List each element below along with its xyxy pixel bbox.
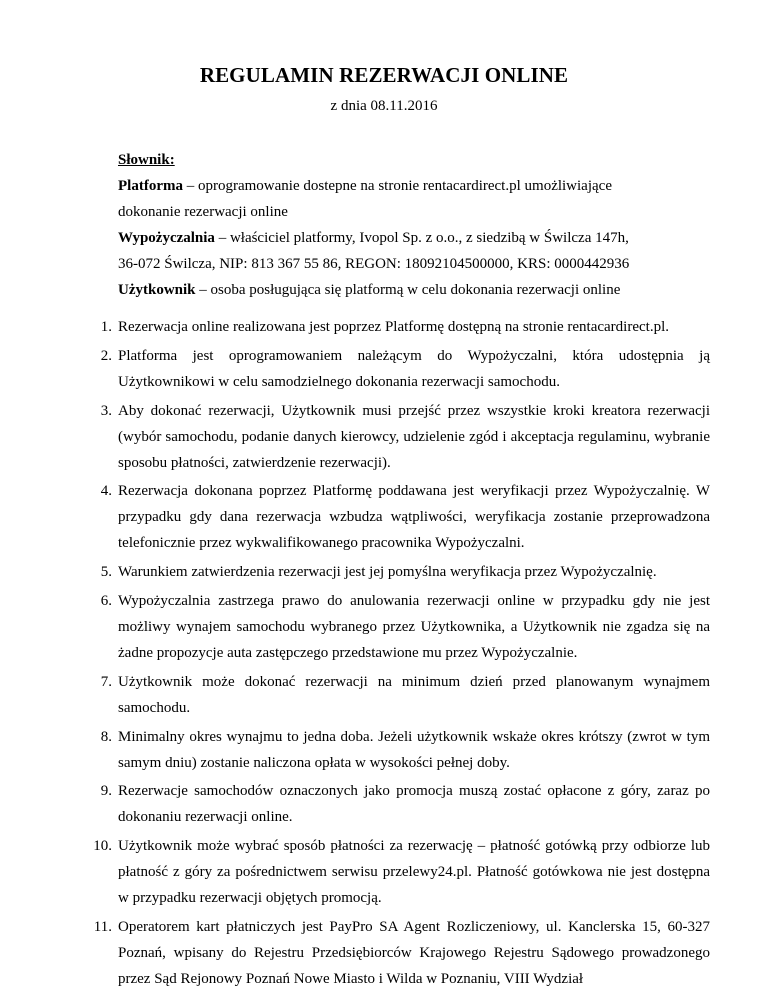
rule-text: Minimalny okres wynajmu to jedna doba. Jeżeli użytkownik wskaże okres krótszy (zwrot w tym samym dniu) zostanie naliczona opłata w wysokości pełnej doby. [118,728,710,771]
glossary-definition: – osoba posługująca się platformą w celu dokonania rezerwacji online [195,282,621,298]
rule-item [82,669,710,721]
rule-text: Użytkownik może wybrać sposób płatności za rezerwację – płatność gotówką przy odbiorze lub płatność z góry za pośrednictwem serwisu przelewy24.pl. Płatność gotówkowa nie jest dostępna w przypadku rezerwacji objętych promocją. [118,838,710,907]
rule-item [82,478,710,556]
rule-number: 4. [100,483,112,500]
rule-number: 10. [93,838,112,855]
document-date: z dnia 08.11.2016 [330,98,438,114]
glossary-term: Wypożyczalnia [118,230,215,246]
rule-text: Rezerwacja dokonana poprzez Platformę poddawana jest weryfikacji przez Wypożyczalnię. W przypadku gdy dana rezerwacja wzbudza wątpliwości, weryfikacja zostanie przeprowadzona telefonicznie przez wykwalifikowanego pracownika Wypożyczalni. [118,483,710,552]
rule-text: Aby dokonać rezerwacji, Użytkownik musi przejść przez wszystkie kroki kreatora rezerwacji (wybór samochodu, podanie danych kierowcy, udzielenie zgód i akceptacja regulaminu, wybranie sposobu płatności, zatwierdzenie rezerwacji). [118,402,710,471]
glossary-entry [118,173,708,199]
rule-item [82,914,710,992]
rule-item [82,559,710,585]
rule-number: 8. [100,728,112,745]
glossary-entry [118,225,708,251]
rule-number: 11. [93,918,112,935]
rule-item [82,778,710,830]
rule-text: Rezerwacje samochodów oznaczonych jako promocja muszą zostać opłacone z góry, zaraz po dokonaniu rezerwacji online. [118,783,710,826]
rule-text: Operatorem kart płatniczych jest PayPro SA Agent Rozliczeniowy, ul. Kanclerska 15, 60-327 Poznań, wpisany do Rejestru Przedsiębiorców Krajowego Rejestru Sądowego prowadzonego przez Sąd Rejonowy Poznań Nowe Miasto i Wilda w Poznaniu, VIII Wydział [118,918,710,987]
glossary-definition-cont: 36-072 Świlcza, NIP: 813 367 55 86, REGON: 18092104500000, KRS: 0000442936 [118,256,630,272]
glossary-definition: – właściciel platformy, Ivopol Sp. z o.o., z siedzibą w Świlcza 147h, [214,230,629,246]
rule-item [82,314,710,340]
rule-number: 2. [100,347,112,364]
rule-text: Rezerwacja online realizowana jest poprzez Platformę dostępną na stronie rentacardirect.pl. [118,319,669,335]
rule-text: Wypożyczalnia zastrzega prawo do anulowania rezerwacji online w przypadku gdy nie jest możliwy wynajem samochodu wybranego przez Użytkownika, a Użytkownik nie zgadza się na żadne propozycje auta zastępczego przedstawione mu przez Wypożyczalnie. [118,592,710,661]
rule-number: 7. [100,673,112,690]
glossary-definition-cont: dokonanie rezerwacji online [118,204,288,220]
rule-text: Warunkiem zatwierdzenia rezerwacji jest jej pomyślna weryfikacja przez Wypożyczalnię. [118,564,657,581]
rule-item [82,724,710,776]
rule-number: 6. [100,592,112,609]
rule-text: Platforma jest oprogramowaniem należącym do Wypożyczalni, która udostępnia ją Użytkownikowi w celu samodzielnego dokonania rezerwacji samochodu. [118,347,710,390]
rule-number: 1. [100,319,112,335]
rule-number: 5. [100,564,112,581]
rule-item [82,343,710,395]
glossary-heading: Słownik: [118,152,175,168]
document-title: REGULAMIN REZERWACJI ONLINE [199,63,569,87]
rule-text: Użytkownik może dokonać rezerwacji na minimum dzień przed planowanym wynajmem samochodu. [118,673,710,716]
rule-number: 9. [100,783,112,800]
glossary-entry [118,277,708,303]
glossary-term: Użytkownik [118,282,196,298]
rule-item [82,833,710,911]
rules-list [82,314,710,995]
rule-number: 3. [100,402,112,419]
rule-item [82,588,710,666]
glossary-section [118,147,708,303]
glossary-definition: – oprogramowanie dostepne na stronie rentacardirect.pl umożliwiające [182,178,612,194]
glossary-term: Platforma [118,178,183,194]
rule-item [82,398,710,476]
